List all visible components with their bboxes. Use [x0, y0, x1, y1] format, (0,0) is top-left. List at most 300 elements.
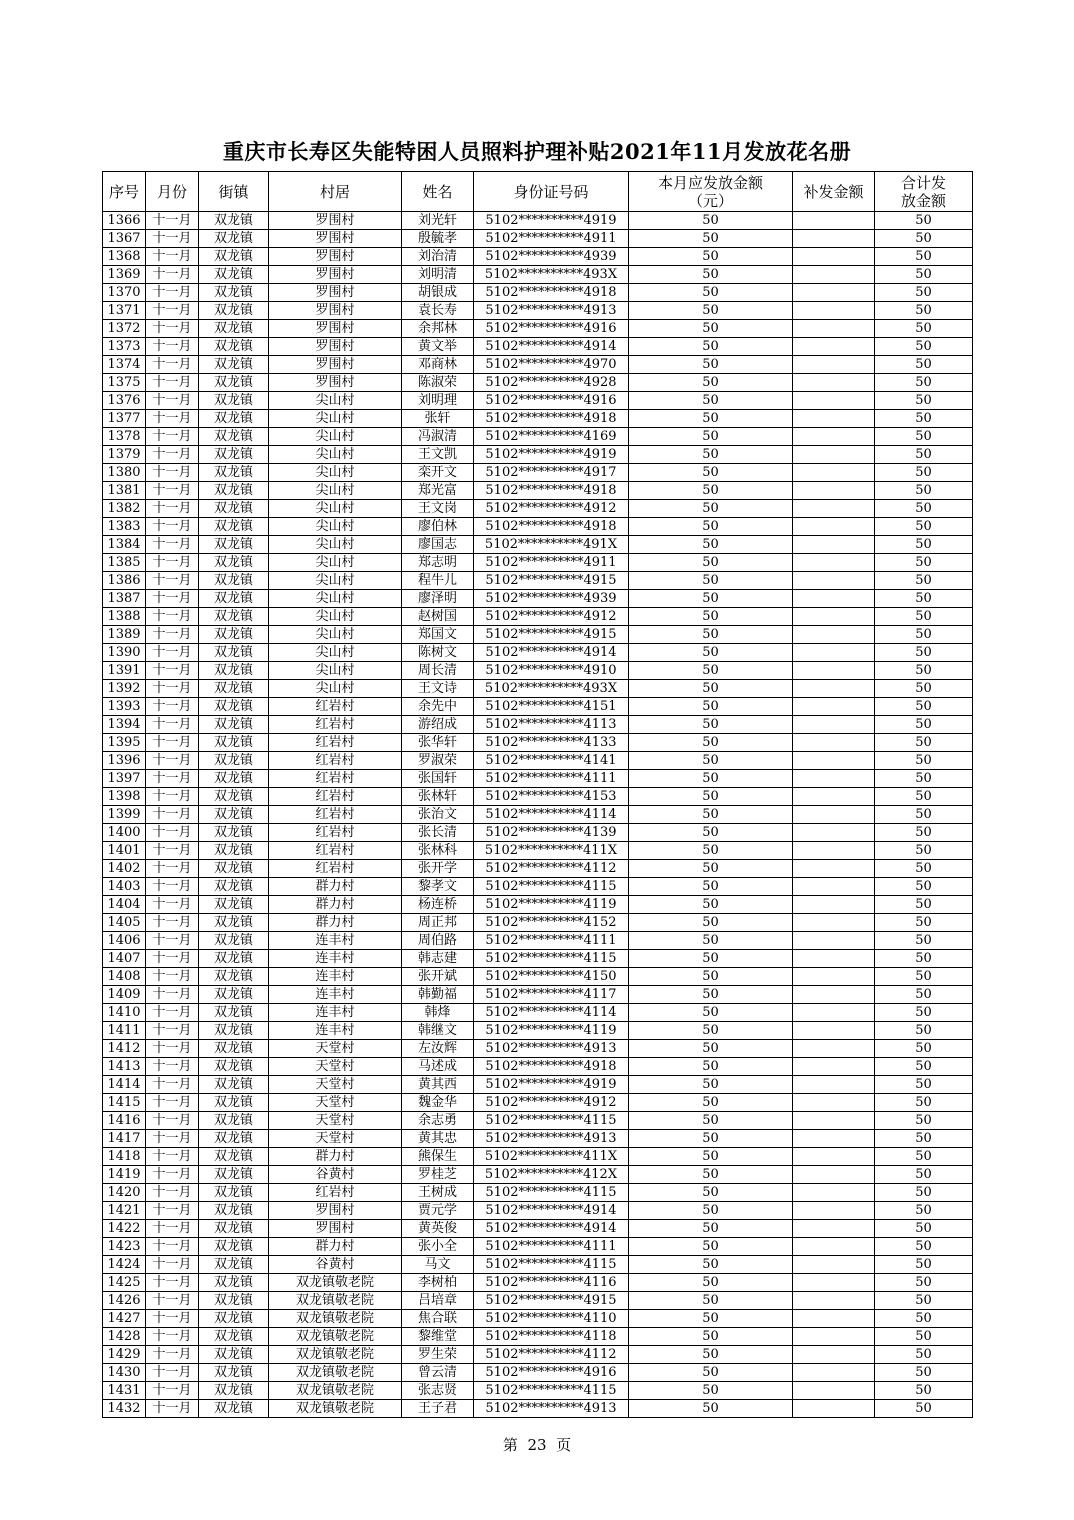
- table-row: [103, 1166, 973, 1184]
- row-total-amount: 50: [875, 248, 973, 266]
- row-town: 双龙镇: [199, 986, 269, 1004]
- row-id-number: 5102**********4919: [474, 212, 629, 230]
- row-town: 双龙镇: [199, 320, 269, 338]
- row-name: 张小全: [402, 1238, 474, 1256]
- row-village: 红岩村: [269, 824, 402, 842]
- row-supplement-amount: [793, 1256, 875, 1274]
- row-town: 双龙镇: [199, 950, 269, 968]
- row-month: 十一月: [146, 734, 199, 752]
- table-body: [103, 212, 973, 1418]
- row-name: 游绍成: [402, 716, 474, 734]
- page-number: 第 23 页: [502, 1436, 572, 1454]
- table-row: [103, 662, 973, 680]
- row-month: 十一月: [146, 1130, 199, 1148]
- row-supplement-amount: [793, 1130, 875, 1148]
- row-village: 双龙镇敬老院: [269, 1274, 402, 1292]
- row-index: 1418: [103, 1148, 146, 1166]
- row-town: 双龙镇: [199, 1346, 269, 1364]
- table-row: [103, 374, 973, 392]
- row-supplement-amount: [793, 410, 875, 428]
- table-row: [103, 446, 973, 464]
- row-monthly-amount: 50: [629, 1148, 793, 1166]
- row-month: 十一月: [146, 608, 199, 626]
- row-index: 1378: [103, 428, 146, 446]
- row-town: 双龙镇: [199, 914, 269, 932]
- table-row: [103, 212, 973, 230]
- row-id-number: 5102**********4115: [474, 1382, 629, 1400]
- row-total-amount: 50: [875, 1022, 973, 1040]
- table-row: [103, 464, 973, 482]
- row-monthly-amount: 50: [629, 500, 793, 518]
- row-id-number: 5102**********4914: [474, 1220, 629, 1238]
- row-village: 双龙镇敬老院: [269, 1364, 402, 1382]
- row-village: 连丰村: [269, 932, 402, 950]
- row-index: 1368: [103, 248, 146, 266]
- row-total-amount: 50: [875, 986, 973, 1004]
- row-id-number: 5102**********4133: [474, 734, 629, 752]
- row-month: 十一月: [146, 554, 199, 572]
- row-supplement-amount: [793, 1076, 875, 1094]
- row-total-amount: 50: [875, 338, 973, 356]
- row-name: 吕培章: [402, 1292, 474, 1310]
- row-town: 双龙镇: [199, 1022, 269, 1040]
- row-monthly-amount: 50: [629, 428, 793, 446]
- row-name: 马述成: [402, 1058, 474, 1076]
- row-month: 十一月: [146, 1202, 199, 1220]
- row-village: 尖山村: [269, 482, 402, 500]
- table-row: [103, 1022, 973, 1040]
- row-name: 马文: [402, 1256, 474, 1274]
- row-month: 十一月: [146, 1166, 199, 1184]
- row-village: 尖山村: [269, 536, 402, 554]
- row-id-number: 5102**********4115: [474, 1112, 629, 1130]
- row-town: 双龙镇: [199, 410, 269, 428]
- row-month: 十一月: [146, 536, 199, 554]
- row-index: 1369: [103, 266, 146, 284]
- row-id-number: 5102**********4111: [474, 770, 629, 788]
- row-id-number: 5102**********4114: [474, 1004, 629, 1022]
- row-monthly-amount: 50: [629, 248, 793, 266]
- row-village: 连丰村: [269, 986, 402, 1004]
- row-month: 十一月: [146, 284, 199, 302]
- row-total-amount: 50: [875, 1328, 973, 1346]
- row-town: 双龙镇: [199, 770, 269, 788]
- row-name: 邓商林: [402, 356, 474, 374]
- table-row: [103, 932, 973, 950]
- row-town: 双龙镇: [199, 644, 269, 662]
- row-monthly-amount: 50: [629, 1112, 793, 1130]
- row-total-amount: 50: [875, 518, 973, 536]
- row-town: 双龙镇: [199, 878, 269, 896]
- row-monthly-amount: 50: [629, 302, 793, 320]
- row-village: 双龙镇敬老院: [269, 1382, 402, 1400]
- row-monthly-amount: 50: [629, 878, 793, 896]
- row-month: 十一月: [146, 1238, 199, 1256]
- row-supplement-amount: [793, 446, 875, 464]
- row-supplement-amount: [793, 986, 875, 1004]
- row-id-number: 5102**********4119: [474, 896, 629, 914]
- row-id-number: 5102**********4118: [474, 1328, 629, 1346]
- page-title: 重庆市长寿区失能特困人员照料护理补贴2021年11月发放花名册: [222, 139, 852, 164]
- row-id-number: 5102**********4918: [474, 482, 629, 500]
- row-total-amount: 50: [875, 878, 973, 896]
- row-index: 1374: [103, 356, 146, 374]
- row-total-amount: 50: [875, 716, 973, 734]
- table-row: [103, 410, 973, 428]
- row-town: 双龙镇: [199, 1076, 269, 1094]
- table-row: [103, 1292, 973, 1310]
- row-town: 双龙镇: [199, 680, 269, 698]
- row-month: 十一月: [146, 752, 199, 770]
- table-row: [103, 554, 973, 572]
- row-id-number: 5102**********4913: [474, 1040, 629, 1058]
- row-id-number: 5102**********4917: [474, 464, 629, 482]
- row-town: 双龙镇: [199, 806, 269, 824]
- row-town: 双龙镇: [199, 1364, 269, 1382]
- row-month: 十一月: [146, 662, 199, 680]
- row-name: 贾元学: [402, 1202, 474, 1220]
- row-village: 群力村: [269, 1148, 402, 1166]
- row-id-number: 5102**********4915: [474, 1292, 629, 1310]
- table-row: [103, 1364, 973, 1382]
- row-monthly-amount: 50: [629, 392, 793, 410]
- row-total-amount: 50: [875, 1382, 973, 1400]
- row-supplement-amount: [793, 896, 875, 914]
- row-town: 双龙镇: [199, 212, 269, 230]
- row-town: 双龙镇: [199, 266, 269, 284]
- row-supplement-amount: [793, 1274, 875, 1292]
- row-index: 1383: [103, 518, 146, 536]
- row-village: 群力村: [269, 896, 402, 914]
- row-name: 刘治清: [402, 248, 474, 266]
- table-row: [103, 1274, 973, 1292]
- row-village: 尖山村: [269, 680, 402, 698]
- row-total-amount: 50: [875, 1274, 973, 1292]
- header-supplement-amount: 补发金额: [793, 172, 875, 212]
- row-index: 1423: [103, 1238, 146, 1256]
- row-name: 王文诗: [402, 680, 474, 698]
- row-town: 双龙镇: [199, 572, 269, 590]
- row-total-amount: 50: [875, 428, 973, 446]
- row-supplement-amount: [793, 212, 875, 230]
- row-name: 黄其忠: [402, 1130, 474, 1148]
- row-month: 十一月: [146, 302, 199, 320]
- row-village: 尖山村: [269, 626, 402, 644]
- row-id-number: 5102**********412X: [474, 1166, 629, 1184]
- row-id-number: 5102**********4916: [474, 392, 629, 410]
- row-total-amount: 50: [875, 572, 973, 590]
- row-name: 殷毓孝: [402, 230, 474, 248]
- row-town: 双龙镇: [199, 1382, 269, 1400]
- row-total-amount: 50: [875, 824, 973, 842]
- row-index: 1432: [103, 1400, 146, 1418]
- row-index: 1399: [103, 806, 146, 824]
- row-id-number: 5102**********4914: [474, 1202, 629, 1220]
- row-name: 张治文: [402, 806, 474, 824]
- row-name: 黄文举: [402, 338, 474, 356]
- row-name: 袁长寿: [402, 302, 474, 320]
- table-row: [103, 788, 973, 806]
- row-village: 双龙镇敬老院: [269, 1400, 402, 1418]
- row-total-amount: 50: [875, 1130, 973, 1148]
- row-supplement-amount: [793, 590, 875, 608]
- row-index: 1424: [103, 1256, 146, 1274]
- row-town: 双龙镇: [199, 1184, 269, 1202]
- row-total-amount: 50: [875, 734, 973, 752]
- row-index: 1430: [103, 1364, 146, 1382]
- row-monthly-amount: 50: [629, 1130, 793, 1148]
- row-id-number: 5102**********4141: [474, 752, 629, 770]
- row-village: 尖山村: [269, 446, 402, 464]
- table-row: [103, 1184, 973, 1202]
- row-total-amount: 50: [875, 806, 973, 824]
- row-index: 1377: [103, 410, 146, 428]
- row-index: 1427: [103, 1310, 146, 1328]
- row-index: 1426: [103, 1292, 146, 1310]
- row-supplement-amount: [793, 1004, 875, 1022]
- row-index: 1371: [103, 302, 146, 320]
- row-town: 双龙镇: [199, 1058, 269, 1076]
- row-monthly-amount: 50: [629, 482, 793, 500]
- row-name: 魏金华: [402, 1094, 474, 1112]
- row-total-amount: 50: [875, 1076, 973, 1094]
- row-supplement-amount: [793, 716, 875, 734]
- row-village: 红岩村: [269, 1184, 402, 1202]
- row-monthly-amount: 50: [629, 410, 793, 428]
- row-id-number: 5102**********4117: [474, 986, 629, 1004]
- row-supplement-amount: [793, 1310, 875, 1328]
- table-row: [103, 770, 973, 788]
- row-village: 红岩村: [269, 806, 402, 824]
- table-row: [103, 608, 973, 626]
- row-id-number: 5102**********493X: [474, 680, 629, 698]
- row-total-amount: 50: [875, 1292, 973, 1310]
- row-village: 尖山村: [269, 392, 402, 410]
- row-total-amount: 50: [875, 302, 973, 320]
- row-monthly-amount: 50: [629, 464, 793, 482]
- row-town: 双龙镇: [199, 500, 269, 518]
- row-supplement-amount: [793, 950, 875, 968]
- row-supplement-amount: [793, 464, 875, 482]
- row-supplement-amount: [793, 1382, 875, 1400]
- row-monthly-amount: 50: [629, 1166, 793, 1184]
- row-total-amount: 50: [875, 1184, 973, 1202]
- row-month: 十一月: [146, 716, 199, 734]
- row-index: 1397: [103, 770, 146, 788]
- row-month: 十一月: [146, 1076, 199, 1094]
- row-index: 1421: [103, 1202, 146, 1220]
- row-monthly-amount: 50: [629, 770, 793, 788]
- row-name: 韩勤福: [402, 986, 474, 1004]
- row-town: 双龙镇: [199, 1220, 269, 1238]
- row-monthly-amount: 50: [629, 806, 793, 824]
- row-total-amount: 50: [875, 644, 973, 662]
- row-name: 罗淑荣: [402, 752, 474, 770]
- row-month: 十一月: [146, 230, 199, 248]
- row-name: 张国轩: [402, 770, 474, 788]
- row-id-number: 5102**********4115: [474, 1256, 629, 1274]
- row-supplement-amount: [793, 680, 875, 698]
- row-monthly-amount: 50: [629, 662, 793, 680]
- row-total-amount: 50: [875, 950, 973, 968]
- row-total-amount: 50: [875, 1058, 973, 1076]
- row-name: 黎维堂: [402, 1328, 474, 1346]
- row-supplement-amount: [793, 1022, 875, 1040]
- row-village: 罗围村: [269, 356, 402, 374]
- row-total-amount: 50: [875, 698, 973, 716]
- row-id-number: 5102**********4915: [474, 626, 629, 644]
- row-name: 张长清: [402, 824, 474, 842]
- row-monthly-amount: 50: [629, 1094, 793, 1112]
- row-id-number: 5102**********4112: [474, 860, 629, 878]
- table-row: [103, 716, 973, 734]
- row-index: 1419: [103, 1166, 146, 1184]
- row-id-number: 5102**********4115: [474, 878, 629, 896]
- row-id-number: 5102**********4939: [474, 590, 629, 608]
- row-month: 十一月: [146, 1058, 199, 1076]
- row-monthly-amount: 50: [629, 734, 793, 752]
- row-village: 尖山村: [269, 662, 402, 680]
- row-month: 十一月: [146, 1256, 199, 1274]
- roster-table: [102, 171, 973, 1418]
- row-supplement-amount: [793, 752, 875, 770]
- row-month: 十一月: [146, 986, 199, 1004]
- row-total-amount: 50: [875, 374, 973, 392]
- header-name: 姓名: [402, 172, 474, 212]
- row-index: 1376: [103, 392, 146, 410]
- row-supplement-amount: [793, 626, 875, 644]
- row-supplement-amount: [793, 770, 875, 788]
- row-id-number: 5102**********4911: [474, 230, 629, 248]
- row-total-amount: 50: [875, 500, 973, 518]
- row-total-amount: 50: [875, 356, 973, 374]
- row-village: 天堂村: [269, 1058, 402, 1076]
- row-month: 十一月: [146, 1022, 199, 1040]
- row-id-number: 5102**********4115: [474, 1184, 629, 1202]
- table-row: [103, 1076, 973, 1094]
- table-row: [103, 230, 973, 248]
- row-month: 十一月: [146, 896, 199, 914]
- table-row: [103, 1112, 973, 1130]
- row-index: 1366: [103, 212, 146, 230]
- row-town: 双龙镇: [199, 1328, 269, 1346]
- row-index: 1416: [103, 1112, 146, 1130]
- row-village: 红岩村: [269, 752, 402, 770]
- row-total-amount: 50: [875, 1094, 973, 1112]
- row-monthly-amount: 50: [629, 1382, 793, 1400]
- row-index: 1408: [103, 968, 146, 986]
- row-month: 十一月: [146, 320, 199, 338]
- row-village: 罗围村: [269, 212, 402, 230]
- row-index: 1431: [103, 1382, 146, 1400]
- row-name: 郑志明: [402, 554, 474, 572]
- row-total-amount: 50: [875, 1364, 973, 1382]
- table-header-row: [103, 172, 973, 212]
- row-monthly-amount: 50: [629, 446, 793, 464]
- row-monthly-amount: 50: [629, 1220, 793, 1238]
- row-month: 十一月: [146, 392, 199, 410]
- row-village: 罗围村: [269, 320, 402, 338]
- row-name: 程牛儿: [402, 572, 474, 590]
- row-index: 1391: [103, 662, 146, 680]
- row-index: 1401: [103, 842, 146, 860]
- row-village: 罗围村: [269, 1220, 402, 1238]
- row-id-number: 5102**********4918: [474, 1058, 629, 1076]
- row-month: 十一月: [146, 374, 199, 392]
- row-supplement-amount: [793, 932, 875, 950]
- row-name: 熊保生: [402, 1148, 474, 1166]
- row-total-amount: 50: [875, 410, 973, 428]
- row-name: 刘光轩: [402, 212, 474, 230]
- row-index: 1410: [103, 1004, 146, 1022]
- row-monthly-amount: 50: [629, 1256, 793, 1274]
- header-town: 街镇: [199, 172, 269, 212]
- row-supplement-amount: [793, 860, 875, 878]
- row-total-amount: 50: [875, 1220, 973, 1238]
- row-monthly-amount: 50: [629, 1274, 793, 1292]
- row-month: 十一月: [146, 1328, 199, 1346]
- row-monthly-amount: 50: [629, 230, 793, 248]
- row-supplement-amount: [793, 788, 875, 806]
- row-town: 双龙镇: [199, 374, 269, 392]
- table-row: [103, 1040, 973, 1058]
- row-id-number: 5102**********4153: [474, 788, 629, 806]
- row-index: 1386: [103, 572, 146, 590]
- row-village: 罗围村: [269, 338, 402, 356]
- row-month: 十一月: [146, 1040, 199, 1058]
- row-month: 十一月: [146, 428, 199, 446]
- row-month: 十一月: [146, 806, 199, 824]
- row-town: 双龙镇: [199, 1112, 269, 1130]
- header-id-number: 身份证号码: [474, 172, 629, 212]
- row-total-amount: 50: [875, 1040, 973, 1058]
- row-supplement-amount: [793, 482, 875, 500]
- row-month: 十一月: [146, 482, 199, 500]
- row-month: 十一月: [146, 1364, 199, 1382]
- row-supplement-amount: [793, 320, 875, 338]
- row-village: 红岩村: [269, 788, 402, 806]
- row-village: 连丰村: [269, 1004, 402, 1022]
- row-supplement-amount: [793, 248, 875, 266]
- row-id-number: 5102**********4116: [474, 1274, 629, 1292]
- row-village: 红岩村: [269, 716, 402, 734]
- row-index: 1367: [103, 230, 146, 248]
- row-total-amount: 50: [875, 770, 973, 788]
- row-total-amount: 50: [875, 266, 973, 284]
- row-monthly-amount: 50: [629, 752, 793, 770]
- row-index: 1414: [103, 1076, 146, 1094]
- table-row: [103, 878, 973, 896]
- row-town: 双龙镇: [199, 248, 269, 266]
- row-name: 罗生荣: [402, 1346, 474, 1364]
- row-month: 十一月: [146, 212, 199, 230]
- row-town: 双龙镇: [199, 1130, 269, 1148]
- row-index: 1420: [103, 1184, 146, 1202]
- row-supplement-amount: [793, 824, 875, 842]
- row-supplement-amount: [793, 518, 875, 536]
- row-total-amount: 50: [875, 896, 973, 914]
- row-name: 张林科: [402, 842, 474, 860]
- row-supplement-amount: [793, 554, 875, 572]
- row-name: 刘明清: [402, 266, 474, 284]
- header-village: 村居: [269, 172, 402, 212]
- table-row: [103, 428, 973, 446]
- row-month: 十一月: [146, 1310, 199, 1328]
- row-id-number: 5102**********4912: [474, 500, 629, 518]
- row-name: 郑光富: [402, 482, 474, 500]
- row-village: 尖山村: [269, 608, 402, 626]
- row-name: 周正邦: [402, 914, 474, 932]
